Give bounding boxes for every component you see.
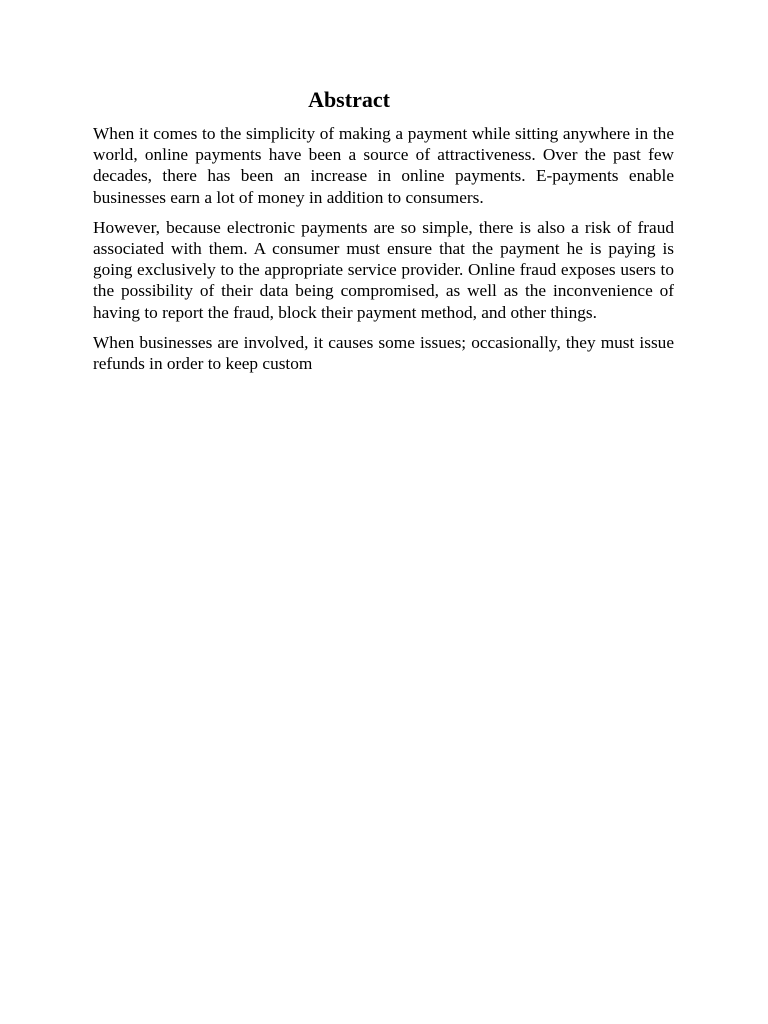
abstract-body <box>93 123 674 383</box>
abstract-heading: Abstract <box>308 87 390 112</box>
abstract-paragraph-2: However, because electronic payments are so simple, there is also a risk of fraud associated with them. A consumer must ensure that the payment he is paying is going exclusively to the appropriate service provider. Online fraud exposes users to the possibility of their data being compromised, as well as the inconvenience of having to report the fraud, block their payment method, and other things. <box>93 217 674 322</box>
abstract-paragraph-1: When it comes to the simplicity of making a payment while sitting anywhere in the world, online payments have been a source of attractiveness. Over the past few decades, there has been an increase in online payments. E-payments enable businesses earn a lot of money in addition to consumers. <box>93 124 674 207</box>
abstract-paragraph-3: When businesses are involved, it causes some issues; occasionally, they must issue refunds in order to keep custom <box>93 332 674 374</box>
